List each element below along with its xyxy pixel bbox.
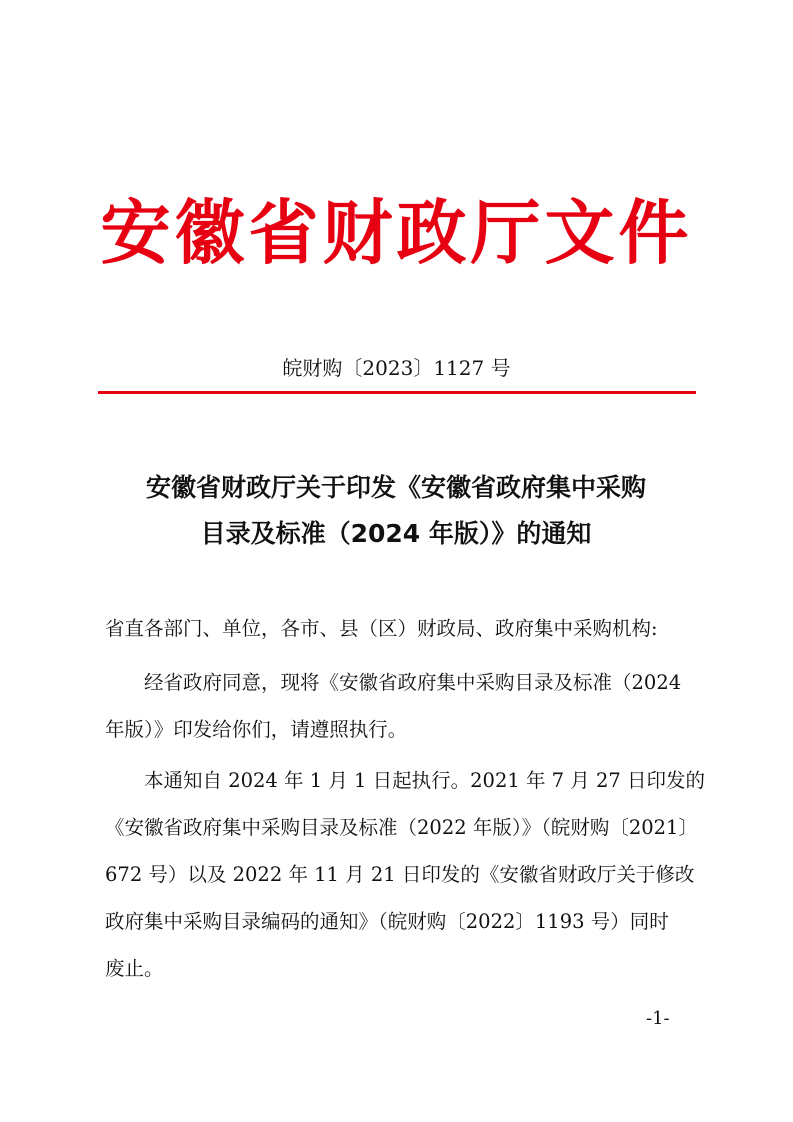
masthead-title: 安徽省财政厅文件	[100, 192, 693, 274]
title-line-2: 目录及标准（2024 年版）》的通知	[200, 519, 592, 548]
document-number: 皖财购〔2023〕1127 号	[282, 356, 511, 380]
paragraph-2-line-2: 《安徽省政府集中采购目录及标准（2022 年版）》（皖财购〔2021〕	[105, 816, 698, 839]
paragraph-1-line-1: 经省政府同意，现将《安徽省政府集中采购目录及标准（2024	[105, 671, 682, 694]
paragraph-2-line-5: 废止。	[105, 957, 164, 980]
page-number: -1-	[646, 1008, 670, 1029]
paragraph-2	[105, 757, 705, 992]
paragraph-2-line-1: 本通知自 2024 年 1 月 1 日起执行。2021 年 7 月 27 日印发的	[105, 769, 705, 792]
title-line-1: 安徽省财政厅关于印发《安徽省政府集中采购	[145, 473, 646, 502]
paragraph-1-line-2: 年版）》印发给你们，请遵照执行。	[105, 718, 408, 741]
red-separator-line	[98, 391, 696, 394]
addressee-line: 省直各部门、单位，各市、县（区）财政局、政府集中采购机构:	[105, 617, 658, 640]
paragraph-2-line-3: 672 号）以及 2022 年 11 月 21 日印发的《安徽省财政厅关于修改	[105, 863, 695, 886]
paragraph-1	[105, 659, 695, 753]
paragraph-2-line-4: 政府集中采购目录编码的通知》（皖财购〔2022〕1193 号）同时	[105, 910, 669, 933]
document-title	[96, 465, 696, 557]
